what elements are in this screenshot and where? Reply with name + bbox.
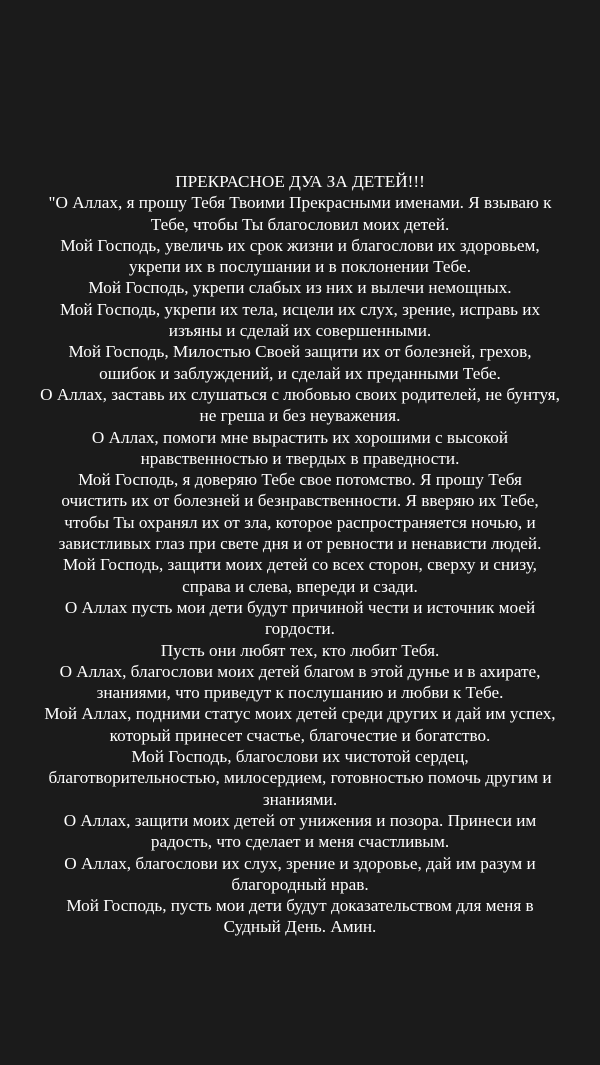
dua-line: Мой Господь, защити моих детей со всех сторон, сверху и снизу, [63, 555, 537, 575]
dua-line: Тебе, чтобы Ты благословил моих детей. [150, 214, 450, 234]
dua-line: завистливых глаз при свете дня и от ревности и ненависти людей. [58, 534, 542, 554]
dua-line: укрепи их в послушании и в поклонении Тебе. [129, 257, 471, 277]
dua-line: изъяны и сделай их совершенными. [168, 321, 432, 341]
dua-line: О Аллах пусть мои дети будут причиной чести и источник моей [64, 597, 536, 617]
dua-line: Мой Господь, благослови их чистотой сердец, [131, 747, 469, 767]
dua-line: знаниями. [262, 789, 338, 809]
dua-line: Мой Аллах, подними статус моих детей среди других и дай им успех, [44, 704, 556, 724]
dua-line: гордости. [265, 619, 335, 639]
dua-line: О Аллах, благослови их слух, зрение и здоровье, дай им разум и [64, 853, 536, 873]
dua-line: Судный День. Амин. [223, 917, 377, 937]
dua-line: справа и слева, впереди и сзади. [182, 576, 418, 596]
dua-line: не греша и без неуважения. [199, 406, 401, 426]
dua-line: О Аллах, благослови моих детей благом в этой дунье и в ахирате, [59, 661, 541, 681]
dua-line: очистить их от болезней и безнравственности. Я вверяю их Тебе, [61, 491, 539, 511]
dua-line: "О Аллах, я прошу Тебя Твоими Прекрасными именами. Я взываю к [48, 193, 552, 213]
dua-line: который принесет счастье, благочестие и богатство. [109, 725, 491, 745]
dua-line: ошибок и заблуждений, и сделай их преданными Тебе. [99, 363, 501, 383]
dua-line: О Аллах, заставь их слушаться с любовью своих родителей, не бунтуя, [40, 384, 560, 404]
dua-line: Пусть они любят тех, кто любит Тебя. [160, 640, 440, 660]
dua-line: О Аллах, помоги мне вырастить их хорошими с высокой [91, 427, 509, 447]
dua-title: ПРЕКРАСНОЕ ДУА ЗА ДЕТЕЙ!!! [175, 172, 425, 191]
dua-line: Мой Господь, пусть мои дети будут доказательством для меня в [66, 896, 534, 916]
dua-line: Мой Господь, укрепи их тела, исцели их слух, зрение, исправь их [59, 299, 541, 319]
dua-line: Мой Господь, Милостью Своей защити их от болезней, грехов, [68, 342, 532, 362]
dua-line: О Аллах, защити моих детей от унижения и позора. Принеси им [63, 810, 537, 830]
dua-line: Мой Господь, укрепи слабых из них и вылечи немощных. [88, 278, 512, 298]
dua-line: нравственностью и твердых в праведности. [140, 448, 460, 468]
dua-line: знаниями, что приведут к послушанию и любви к Тебе. [96, 683, 504, 703]
dua-line: благотворительностью, милосердием, готовностью помочь другим и [48, 768, 552, 788]
dua-line: Мой Господь, увеличь их срок жизни и благослови их здоровьем, [60, 235, 540, 255]
dua-line: радость, что сделает и меня счастливым. [150, 832, 450, 852]
dua-line: благородный нрав. [231, 874, 369, 894]
dua-line: Мой Господь, я доверяю Тебе свое потомство. Я прошу Тебя [78, 470, 522, 490]
dua-line: чтобы Ты охранял их от зла, которое распространяется ночью, и [64, 512, 536, 532]
dua-text-block [10, 171, 590, 938]
